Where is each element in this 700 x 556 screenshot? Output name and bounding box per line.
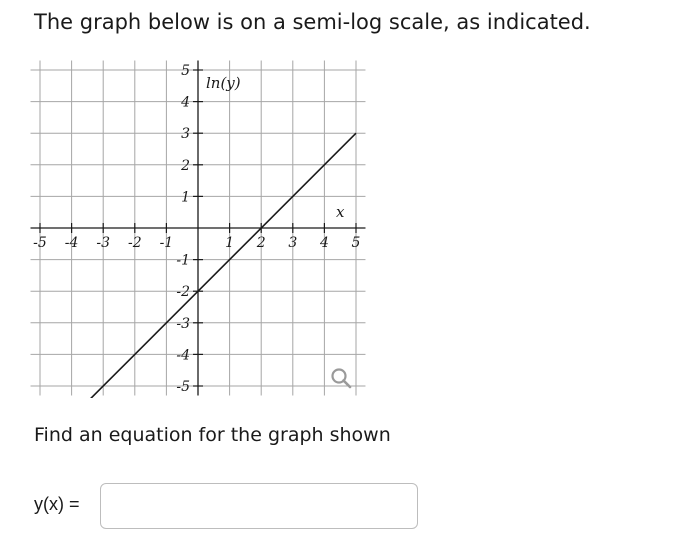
y-tick-label: 3 — [181, 126, 190, 143]
x-axis-label: x — [336, 203, 345, 221]
x-tick-label: -5 — [33, 235, 47, 251]
x-tick-label: 2 — [256, 235, 266, 251]
x-tick-label: 3 — [288, 235, 298, 251]
x-tick-label: 5 — [351, 235, 361, 251]
y-tick-label: -2 — [176, 284, 190, 301]
x-tick-label: -3 — [96, 235, 111, 251]
answer-label: y(x) = — [34, 494, 80, 514]
y-tick-label: 4 — [181, 94, 190, 111]
x-tick-label: -4 — [64, 235, 79, 251]
data-series — [72, 133, 356, 398]
x-tick-label: 4 — [319, 235, 329, 251]
x-tick-label: 1 — [225, 235, 235, 251]
question-text: Find an equation for the graph shown — [34, 424, 391, 446]
y-tick-label: -3 — [176, 315, 190, 332]
y-tick-label: 1 — [181, 189, 190, 206]
y-tick-label: -1 — [176, 252, 190, 269]
y-tick-label: 5 — [181, 63, 190, 79]
series-line — [72, 133, 356, 398]
y-axis-label: ln(y) — [206, 74, 241, 92]
x-tick-label: -2 — [127, 235, 142, 251]
y-tick-label: 2 — [181, 157, 190, 174]
semi-log-graph — [28, 58, 368, 398]
x-tick-label: -1 — [159, 235, 174, 251]
magnifier-icon[interactable] — [333, 370, 351, 388]
tick-labels — [33, 63, 360, 395]
y-tick-label: -5 — [176, 379, 190, 395]
problem-prompt: The graph below is on a semi-log scale, as indicated. — [34, 10, 591, 34]
answer-input[interactable] — [100, 483, 418, 529]
y-tick-label: -4 — [176, 347, 190, 364]
axes — [31, 61, 366, 396]
graph-svg — [28, 58, 368, 398]
